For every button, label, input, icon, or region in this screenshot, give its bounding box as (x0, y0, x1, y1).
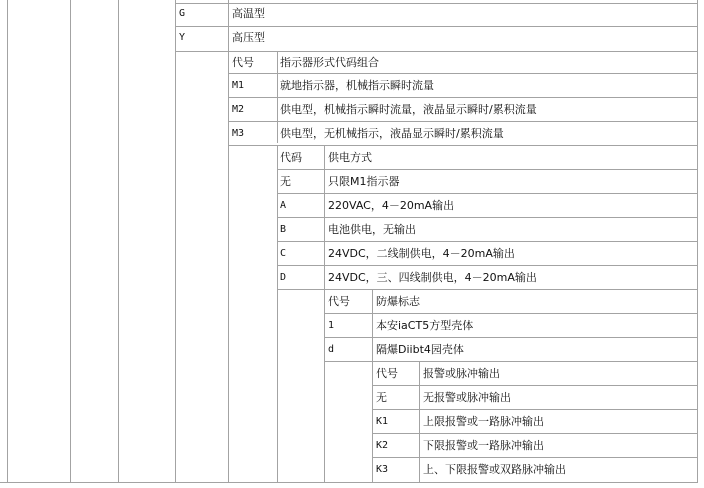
g2-code: M2 (232, 104, 245, 115)
g5-desc: 上限报警或一路脉冲输出 (423, 415, 544, 428)
g2-desc: 就地指示器，机械指示瞬时流量 (280, 79, 434, 92)
row-divider (324, 313, 698, 314)
g4-code: d (328, 344, 335, 355)
col-divider (419, 362, 420, 483)
row-divider (372, 385, 698, 386)
g1-code: G (179, 8, 186, 19)
g5-code: K2 (376, 440, 389, 451)
row-divider (277, 193, 698, 194)
row-divider (277, 241, 698, 242)
g2-header-desc: 指示器形式代码组合 (280, 56, 379, 69)
g3-desc: 只限M1指示器 (328, 175, 400, 188)
row-divider (175, 51, 698, 52)
col-divider (372, 362, 373, 483)
row-divider (372, 457, 698, 458)
row-divider (324, 361, 698, 362)
g4-desc: 隔爆Diibt4园壳体 (376, 343, 464, 356)
g3-desc: 24VDC，三、四线制供电，4－20mA输出 (328, 271, 537, 284)
col-divider (372, 290, 373, 362)
g5-desc: 上、下限报警或双路脉冲输出 (423, 463, 566, 476)
g2-code: M1 (232, 80, 245, 91)
g3-code: D (280, 272, 287, 283)
row-divider (175, 26, 698, 27)
col-divider (70, 0, 71, 483)
row-divider (277, 289, 698, 290)
g5-code: K1 (376, 416, 389, 427)
g3-code: 无 (280, 175, 291, 188)
g5-code: 无 (376, 391, 387, 404)
row-divider (228, 97, 698, 98)
row-divider (324, 337, 698, 338)
g5-desc: 下限报警或一路脉冲输出 (423, 439, 544, 452)
g3-desc: 24VDC，二线制供电，4－20mA输出 (328, 247, 515, 260)
g5-header-code: 代号 (376, 367, 398, 380)
g3-code: A (280, 200, 287, 211)
col-divider (324, 290, 325, 483)
row-divider (0, 482, 698, 483)
row-divider (277, 169, 698, 170)
row-divider (277, 217, 698, 218)
g2-desc: 供电型，机械指示瞬时流量，液晶显示瞬时/累积流量 (280, 103, 537, 116)
g4-code: 1 (328, 320, 335, 331)
col-divider (7, 0, 8, 483)
g3-code: B (280, 224, 287, 235)
row-divider (228, 121, 698, 122)
row-divider (372, 433, 698, 434)
row-divider (372, 409, 698, 410)
g5-code: K3 (376, 464, 389, 475)
g1-desc: 高温型 (232, 7, 265, 20)
g3-header-desc: 供电方式 (328, 151, 372, 164)
g3-header-code: 代码 (280, 151, 302, 164)
row-divider (228, 73, 698, 74)
g2-header-code: 代号 (232, 56, 254, 69)
g3-desc: 电池供电，无输出 (328, 223, 416, 236)
g1-desc: 高压型 (232, 31, 265, 44)
col-divider (118, 0, 119, 483)
col-divider (228, 52, 229, 483)
col-divider (175, 0, 176, 483)
g3-code: C (280, 248, 287, 259)
g1-code: Y (179, 32, 186, 43)
g3-desc: 220VAC，4－20mA输出 (328, 199, 455, 212)
col-divider (277, 146, 278, 483)
g2-desc: 供电型，无机械指示，液晶显示瞬时/累积流量 (280, 127, 504, 140)
g4-header-desc: 防爆标志 (376, 295, 420, 308)
g5-desc: 无报警或脉冲输出 (423, 391, 511, 404)
row-divider (175, 3, 698, 4)
g5-header-desc: 报警或脉冲输出 (423, 367, 500, 380)
row-divider (228, 145, 698, 146)
g4-desc: 本安iaCT5方型壳体 (376, 319, 474, 332)
g4-header-code: 代号 (328, 295, 350, 308)
row-divider (277, 265, 698, 266)
g2-code: M3 (232, 128, 245, 139)
